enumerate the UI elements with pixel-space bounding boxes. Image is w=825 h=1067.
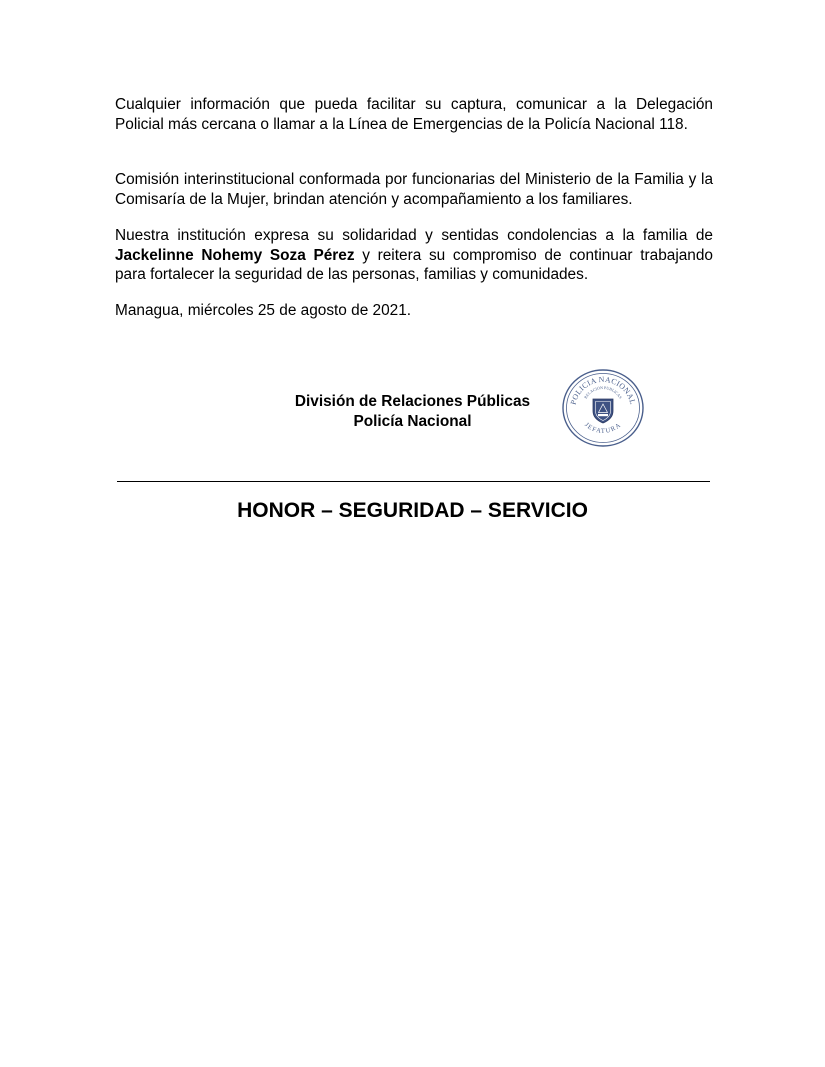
paragraph-capture-info <box>115 95 713 134</box>
signature-institution: Policía Nacional <box>353 412 472 430</box>
paragraph-commission <box>115 170 713 209</box>
signature-division: División de Relaciones Públicas <box>294 393 531 410</box>
date-line: Managua, miércoles 25 de agosto de 2021. <box>115 302 412 319</box>
condolences-text-start: Nuestra institución expresa su solidaridad y sentidas condolencias a la familia de <box>115 227 713 244</box>
paragraph-condolences <box>115 226 713 285</box>
seal-sub-text: RELACION PUBLICAS <box>582 384 624 400</box>
signature-block <box>270 392 555 431</box>
victim-name: Jackelinne Nohemy Soza Pérez <box>115 246 355 264</box>
condolences-text-end: y reitera su compromiso de continuar trabajando para fortalecer la seguridad de las personas, familias y comunidades. <box>115 246 713 283</box>
seal-bottom-text: JEFATURA <box>583 421 623 435</box>
seal-top-text: POLICIA NACIONAL <box>568 374 638 406</box>
paragraph-commission-text: Comisión interinstitucional conformada por funcionarias del Ministerio de la Familia y la Comisaría de la Mujer, brindan atención y acompañamiento a los familiares. <box>115 171 713 208</box>
horizontal-divider <box>117 481 710 482</box>
paragraph-date <box>115 301 713 321</box>
institutional-motto: HONOR – SEGURIDAD – SERVICIO <box>237 499 588 522</box>
paragraph-condolences-text <box>115 226 713 285</box>
official-seal-icon <box>560 368 646 448</box>
paragraph-capture-info-text: Cualquier información que pueda facilitar su captura, comunicar a la Delegación Policial más cercana o llamar a la Línea de Emergencias de la Policía Nacional 118. <box>115 96 713 133</box>
